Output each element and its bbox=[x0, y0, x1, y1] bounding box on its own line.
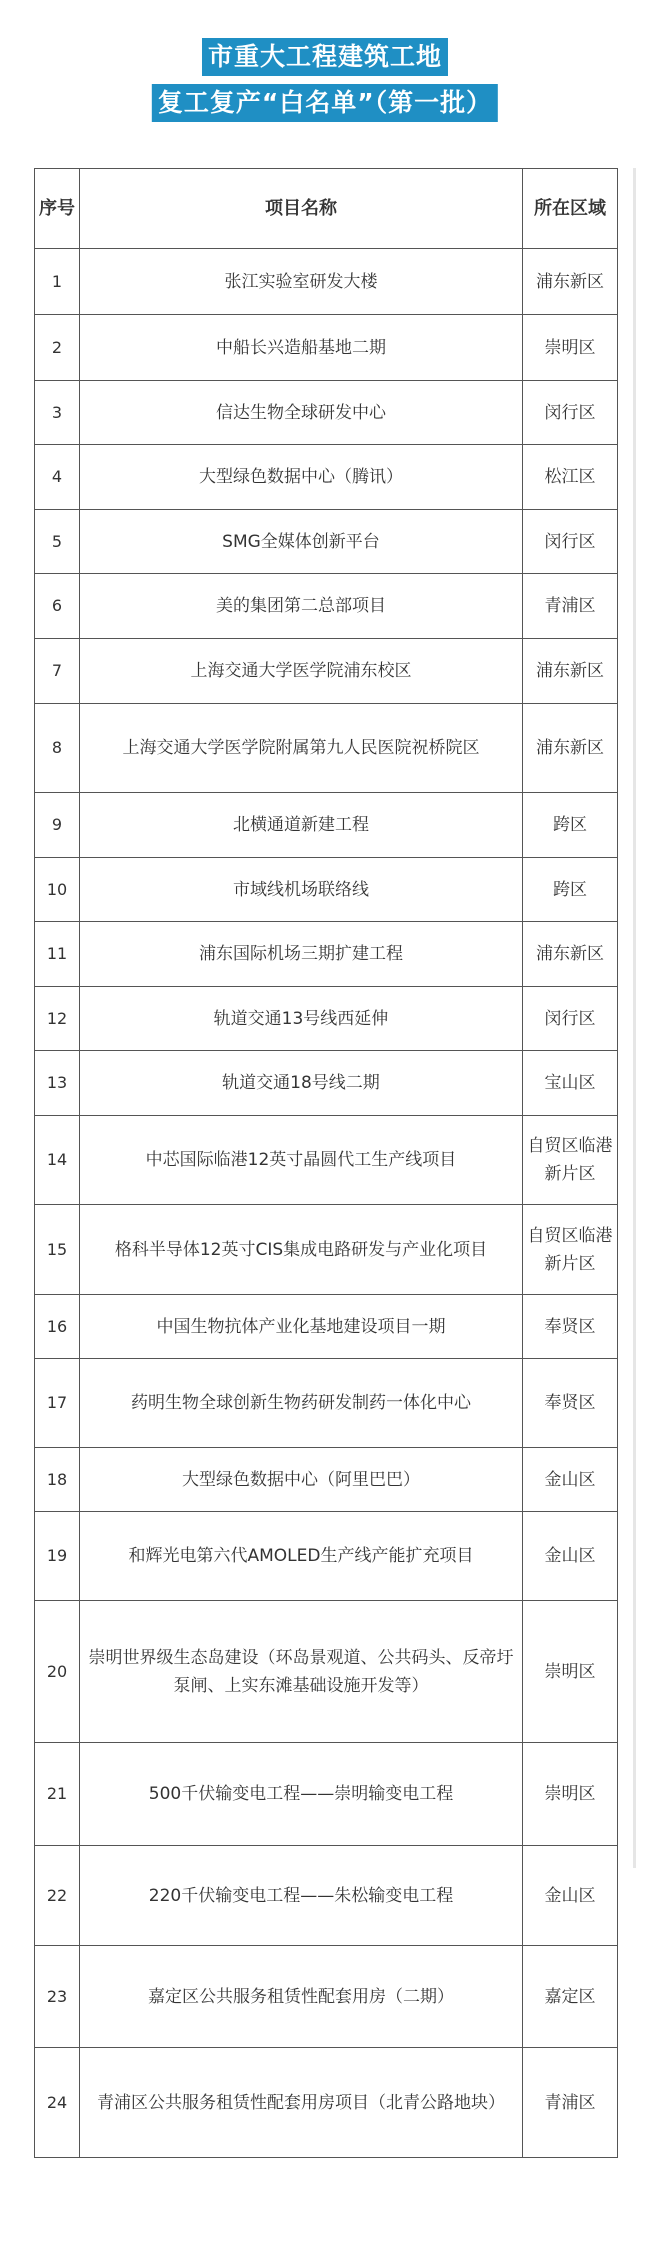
row-area: 宝山区 bbox=[523, 1051, 618, 1116]
row-project-name: 中芯国际临港12英寸晶圆代工生产线项目 bbox=[80, 1116, 523, 1205]
row-area: 金山区 bbox=[523, 1512, 618, 1601]
table-row bbox=[35, 249, 618, 315]
row-project-name: 北横通道新建工程 bbox=[80, 793, 523, 858]
row-project-name: 嘉定区公共服务租赁性配套用房（二期） bbox=[80, 1946, 523, 2048]
row-project-name: 大型绿色数据中心（腾讯） bbox=[80, 445, 523, 510]
row-seq: 24 bbox=[35, 2048, 80, 2158]
row-area: 自贸区临港新片区 bbox=[523, 1205, 618, 1295]
table-row bbox=[35, 2048, 618, 2158]
row-project-name: 轨道交通13号线西延伸 bbox=[80, 987, 523, 1051]
row-seq: 9 bbox=[35, 793, 80, 858]
row-area: 松江区 bbox=[523, 445, 618, 510]
row-area: 闵行区 bbox=[523, 987, 618, 1051]
table-row bbox=[35, 1359, 618, 1448]
row-project-name: 信达生物全球研发中心 bbox=[80, 381, 523, 445]
row-project-name: 上海交通大学医学院附属第九人民医院祝桥院区 bbox=[80, 704, 523, 793]
row-area: 青浦区 bbox=[523, 574, 618, 639]
table-header-row bbox=[35, 169, 618, 249]
row-seq: 15 bbox=[35, 1205, 80, 1295]
row-seq: 2 bbox=[35, 315, 80, 381]
table-row bbox=[35, 639, 618, 704]
table-row bbox=[35, 1051, 618, 1116]
row-seq: 14 bbox=[35, 1116, 80, 1205]
row-area: 崇明区 bbox=[523, 1743, 618, 1846]
row-seq: 16 bbox=[35, 1295, 80, 1359]
row-seq: 23 bbox=[35, 1946, 80, 2048]
row-area: 闵行区 bbox=[523, 381, 618, 445]
table-row bbox=[35, 315, 618, 381]
table-row bbox=[35, 1295, 618, 1359]
row-project-name: 上海交通大学医学院浦东校区 bbox=[80, 639, 523, 704]
row-area: 奉贤区 bbox=[523, 1359, 618, 1448]
row-seq: 18 bbox=[35, 1448, 80, 1512]
table-row bbox=[35, 922, 618, 987]
row-area: 浦东新区 bbox=[523, 639, 618, 704]
row-project-name: 青浦区公共服务租赁性配套用房项目（北青公路地块） bbox=[80, 2048, 523, 2158]
table-row bbox=[35, 1946, 618, 2048]
column-header-area: 所在区域 bbox=[523, 169, 618, 249]
row-seq: 8 bbox=[35, 704, 80, 793]
row-seq: 22 bbox=[35, 1846, 80, 1946]
row-seq: 11 bbox=[35, 922, 80, 987]
row-project-name: 和辉光电第六代AMOLED生产线产能扩充项目 bbox=[80, 1512, 523, 1601]
row-area: 金山区 bbox=[523, 1448, 618, 1512]
table-row bbox=[35, 381, 618, 445]
row-seq: 10 bbox=[35, 858, 80, 922]
row-project-name: 浦东国际机场三期扩建工程 bbox=[80, 922, 523, 987]
row-project-name: 张江实验室研发大楼 bbox=[80, 249, 523, 315]
row-project-name: 500千伏输变电工程——崇明输变电工程 bbox=[80, 1743, 523, 1846]
row-project-name: 220千伏输变电工程——朱松输变电工程 bbox=[80, 1846, 523, 1946]
row-project-name: 格科半导体12英寸CIS集成电路研发与产业化项目 bbox=[80, 1205, 523, 1295]
table-row bbox=[35, 1846, 618, 1946]
table-row bbox=[35, 1512, 618, 1601]
table-row bbox=[35, 1743, 618, 1846]
row-area: 崇明区 bbox=[523, 315, 618, 381]
table-row bbox=[35, 510, 618, 574]
row-area: 浦东新区 bbox=[523, 249, 618, 315]
table-row bbox=[35, 858, 618, 922]
row-seq: 1 bbox=[35, 249, 80, 315]
row-area: 跨区 bbox=[523, 858, 618, 922]
title-line-1: 市重大工程建筑工地 bbox=[202, 38, 448, 76]
row-area: 崇明区 bbox=[523, 1601, 618, 1743]
table-row bbox=[35, 574, 618, 639]
row-seq: 12 bbox=[35, 987, 80, 1051]
whitelist-table bbox=[34, 168, 618, 2158]
table-row bbox=[35, 1116, 618, 1205]
row-area: 奉贤区 bbox=[523, 1295, 618, 1359]
row-seq: 5 bbox=[35, 510, 80, 574]
row-seq: 3 bbox=[35, 381, 80, 445]
row-area: 自贸区临港新片区 bbox=[523, 1116, 618, 1205]
row-seq: 21 bbox=[35, 1743, 80, 1846]
row-seq: 7 bbox=[35, 639, 80, 704]
row-area: 浦东新区 bbox=[523, 704, 618, 793]
row-area: 闵行区 bbox=[523, 510, 618, 574]
table-row bbox=[35, 1448, 618, 1512]
row-seq: 6 bbox=[35, 574, 80, 639]
title-line-2: 复工复产“白名单”（第一批） bbox=[152, 84, 498, 122]
row-seq: 4 bbox=[35, 445, 80, 510]
row-project-name: 大型绿色数据中心（阿里巴巴） bbox=[80, 1448, 523, 1512]
column-header-name: 项目名称 bbox=[80, 169, 523, 249]
table-row bbox=[35, 987, 618, 1051]
row-project-name: 轨道交通18号线二期 bbox=[80, 1051, 523, 1116]
row-seq: 20 bbox=[35, 1601, 80, 1743]
row-area: 青浦区 bbox=[523, 2048, 618, 2158]
table-row bbox=[35, 445, 618, 510]
row-project-name: 市域线机场联络线 bbox=[80, 858, 523, 922]
page-edge-shadow bbox=[633, 168, 636, 1868]
row-project-name: 美的集团第二总部项目 bbox=[80, 574, 523, 639]
row-area: 浦东新区 bbox=[523, 922, 618, 987]
column-header-seq: 序号 bbox=[35, 169, 80, 249]
table-row bbox=[35, 704, 618, 793]
row-project-name: 中国生物抗体产业化基地建设项目一期 bbox=[80, 1295, 523, 1359]
row-project-name: 药明生物全球创新生物药研发制药一体化中心 bbox=[80, 1359, 523, 1448]
row-project-name: 崇明世界级生态岛建设（环岛景观道、公共码头、反帝圩泵闸、上实东滩基础设施开发等） bbox=[80, 1601, 523, 1743]
page-header bbox=[0, 0, 650, 164]
row-seq: 13 bbox=[35, 1051, 80, 1116]
row-area: 金山区 bbox=[523, 1846, 618, 1946]
row-seq: 17 bbox=[35, 1359, 80, 1448]
row-area: 跨区 bbox=[523, 793, 618, 858]
table-row bbox=[35, 1601, 618, 1743]
row-project-name: 中船长兴造船基地二期 bbox=[80, 315, 523, 381]
row-area: 嘉定区 bbox=[523, 1946, 618, 2048]
table-row bbox=[35, 1205, 618, 1295]
row-project-name: SMG全媒体创新平台 bbox=[80, 510, 523, 574]
row-seq: 19 bbox=[35, 1512, 80, 1601]
table-row bbox=[35, 793, 618, 858]
